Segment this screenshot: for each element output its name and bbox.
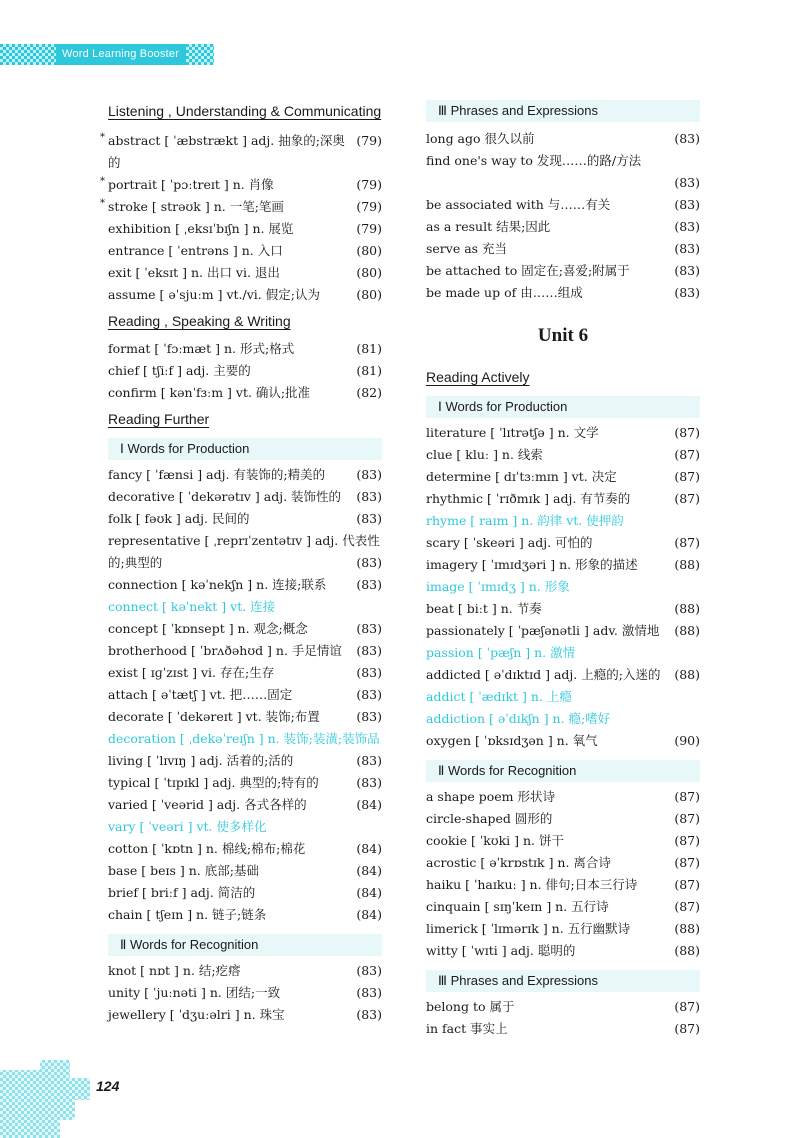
entry-text: knot [ nɒt ] n. 结;疙瘩 (108, 963, 241, 978)
entry-text: be associated with 与……有关 (426, 197, 611, 212)
derived-entry (426, 686, 700, 708)
page-ref: (80) (356, 265, 382, 280)
page-ref: (82) (356, 385, 382, 400)
entry-text: representative [ ˌreprɪˈzentətɪv ] adj. 代表性的;典型的 (108, 533, 380, 570)
derived-entry (108, 596, 382, 618)
page-ref: (83) (674, 285, 700, 300)
page-ref: (83) (356, 709, 382, 724)
entry-text: connection [ kəˈnekʃn ] n. 连接;联系 (108, 577, 327, 592)
corner-decoration (0, 1060, 110, 1138)
entry-text: belong to 属于 (426, 999, 515, 1014)
vocab-entry (108, 530, 382, 574)
vocab-entry (426, 940, 700, 962)
page-ref: (83) (356, 577, 382, 592)
page-ref: (84) (356, 841, 382, 856)
page-ref: (88) (674, 601, 700, 616)
page-ref: (83) (356, 555, 382, 570)
entry-text: cookie [ ˈkʊki ] n. 饼干 (426, 833, 565, 848)
page-ref: (83) (356, 489, 382, 504)
entry-text: scary [ ˈskeəri ] adj. 可怕的 (426, 535, 593, 550)
page-ref: (87) (674, 469, 700, 484)
vocab-entry (108, 772, 382, 794)
vocab-entry (108, 240, 382, 262)
entry-text: addict [ ˈædɪkt ] n. 上瘾 (426, 689, 572, 704)
vocab-entry (426, 808, 700, 830)
page-ref: (84) (356, 797, 382, 812)
banner-title: Word Learning Booster (62, 48, 180, 60)
entry-text: concept [ ˈkɒnsept ] n. 观念;概念 (108, 621, 308, 636)
page-ref: (83) (674, 197, 700, 212)
page-ref: (83) (356, 643, 382, 658)
vocab-entry (426, 488, 700, 510)
entry-text: assume [ əˈsjuːm ] vt./vi. 假定;认为 (108, 287, 320, 302)
vocab-entry (108, 574, 382, 596)
page-ref: (83) (356, 665, 382, 680)
page-ref: (83) (356, 963, 382, 978)
page-ref: (87) (674, 877, 700, 892)
entry-text: jewellery [ ˈdʒuːəlri ] n. 珠宝 (108, 1007, 285, 1022)
vocab-entry (426, 918, 700, 940)
entry-text: folk [ fəʊk ] adj. 民间的 (108, 511, 250, 526)
vocab-entry (108, 508, 382, 530)
section-title: Reading Actively (426, 369, 530, 385)
page-ref: (83) (674, 175, 700, 190)
vocab-entry (426, 852, 700, 874)
phrase-entry (426, 128, 700, 150)
vocab-entry (108, 196, 382, 218)
entry-text: chain [ tʃeɪn ] n. 链子;链条 (108, 907, 267, 922)
vocab-entry (108, 218, 382, 240)
page-ref: (87) (674, 999, 700, 1014)
phrase-entry (426, 150, 700, 194)
page-ref: (88) (674, 921, 700, 936)
entry-text: imagery [ ˈɪmɪdʒəri ] n. 形象的描述 (426, 557, 638, 572)
page-ref: (83) (674, 263, 700, 278)
page-ref: (87) (674, 447, 700, 462)
vocab-entry (108, 706, 382, 728)
entry-text: rhythmic [ ˈrɪðmɪk ] adj. 有节奏的 (426, 491, 631, 506)
page-ref: (87) (674, 833, 700, 848)
page-ref: (81) (356, 363, 382, 378)
vocab-entry (426, 896, 700, 918)
subsection-header: Ⅲ Phrases and Expressions (426, 100, 700, 122)
derived-entry (108, 816, 382, 838)
vocab-entry (426, 620, 700, 642)
page-ref: (83) (356, 511, 382, 526)
subsection-header: Ⅱ Words for Recognition (108, 934, 382, 956)
page-ref: (90) (674, 733, 700, 748)
vocab-entry (108, 486, 382, 508)
phrase-entry (426, 260, 700, 282)
entry-text: serve as 充当 (426, 241, 508, 256)
subsection-header: Ⅲ Phrases and Expressions (426, 970, 700, 992)
derived-entry (426, 576, 700, 598)
entry-text: as a result 结果;因此 (426, 219, 551, 234)
page-ref: (87) (674, 1021, 700, 1036)
vocab-entry (108, 640, 382, 662)
page-ref: (81) (356, 341, 382, 356)
page-ref: (88) (674, 667, 700, 682)
vocab-entry (108, 982, 382, 1004)
entry-text: * stroke [ strəʊk ] n. 一笔;笔画 (108, 199, 284, 214)
vocab-entry (426, 466, 700, 488)
unit-title: Unit 6 (537, 325, 589, 346)
vocab-entry (426, 598, 700, 620)
derived-entry (108, 728, 382, 750)
subsection-header: Ⅱ Words for Recognition (426, 760, 700, 782)
vocab-entry (426, 786, 700, 808)
entry-text: rhyme [ raɪm ] n. 韵律 vt. 使押韵 (426, 513, 624, 528)
page-ref: (87) (674, 855, 700, 870)
vocab-entry (426, 730, 700, 752)
vocab-entry (108, 382, 382, 404)
phrase-entry (426, 282, 700, 304)
entry-text: passion [ ˈpæʃn ] n. 激情 (426, 645, 576, 660)
entry-text: image [ ˈɪmɪdʒ ] n. 形象 (426, 579, 570, 594)
entry-text: cinquain [ sɪŋˈkeɪn ] n. 五行诗 (426, 899, 609, 914)
entry-text: addicted [ əˈdɪktɪd ] adj. 上瘾的;入迷的 (426, 667, 661, 682)
left-column (108, 100, 382, 1026)
vocab-entry (108, 1004, 382, 1026)
vocab-entry (426, 874, 700, 896)
vocab-entry (108, 464, 382, 486)
vocab-entry (108, 284, 382, 306)
page-ref: (87) (674, 535, 700, 550)
page-ref: (87) (674, 811, 700, 826)
page-ref: (88) (674, 557, 700, 572)
entry-text: attach [ əˈtætʃ ] vt. 把……固定 (108, 687, 293, 702)
entry-text: beat [ biːt ] n. 节奏 (426, 601, 542, 616)
vocab-entry (108, 130, 382, 174)
page-ref: (84) (356, 907, 382, 922)
phrase-entry (426, 1018, 700, 1040)
entry-text: be made up of 由……组成 (426, 285, 583, 300)
subsection-header: Ⅰ Words for Production (108, 438, 382, 460)
entry-text: brief [ briːf ] adj. 简洁的 (108, 885, 256, 900)
phrase-entry (426, 996, 700, 1018)
entry-text: living [ ˈlɪvɪŋ ] adj. 活着的;活的 (108, 753, 294, 768)
vocab-entry (108, 904, 382, 926)
vocab-entry (108, 684, 382, 706)
vocab-entry (426, 830, 700, 852)
entry-text: witty [ ˈwɪti ] adj. 聪明的 (426, 943, 576, 958)
page-ref: (83) (674, 131, 700, 146)
page-ref: (83) (356, 467, 382, 482)
entry-text: long ago 很久以前 (426, 131, 535, 146)
entry-text: decoration [ ˌdekəˈreɪʃn ] n. 装饰;装潢;装饰品 (108, 731, 380, 746)
page-ref: (80) (356, 243, 382, 258)
entry-text: chief [ tʃiːf ] adj. 主要的 (108, 363, 251, 378)
entry-text: oxygen [ ˈɒksɪdʒən ] n. 氧气 (426, 733, 598, 748)
page-ref: (79) (356, 221, 382, 236)
entry-text: cotton [ ˈkɒtn ] n. 棉线;棉布;棉花 (108, 841, 306, 856)
vocab-entry (426, 422, 700, 444)
derived-entry (426, 510, 700, 532)
entry-text: decorative [ ˈdekərətɪv ] adj. 装饰性的 (108, 489, 342, 504)
page-ref: (83) (356, 621, 382, 636)
entry-text: limerick [ ˈlɪmərɪk ] n. 五行幽默诗 (426, 921, 631, 936)
derived-entry (426, 642, 700, 664)
section-title: Reading Further (108, 411, 210, 427)
entry-text: unity [ ˈjuːnəti ] n. 团结;一致 (108, 985, 281, 1000)
phrase-entry (426, 194, 700, 216)
entry-text: exist [ ɪɡˈzɪst ] vi. 存在;生存 (108, 665, 275, 680)
vocab-entry (108, 794, 382, 816)
page-ref: (88) (674, 623, 700, 638)
entry-text: connect [ kəˈnekt ] vt. 连接 (108, 599, 276, 614)
entry-text: passionately [ ˈpæʃənətli ] adv. 激情地 (426, 623, 660, 638)
derived-entry (426, 708, 700, 730)
entry-text: vary [ ˈveəri ] vt. 使多样化 (108, 819, 267, 834)
entry-text: exhibition [ ˌeksɪˈbɪʃn ] n. 展览 (108, 221, 294, 236)
entry-text: determine [ dɪˈtɜːmɪn ] vt. 决定 (426, 469, 617, 484)
vocab-entry (426, 664, 700, 686)
page-ref: (83) (356, 985, 382, 1000)
vocab-entry (108, 662, 382, 684)
entry-text: haiku [ ˈhaɪkuː ] n. 俳句;日本三行诗 (426, 877, 638, 892)
phrase-entry (426, 238, 700, 260)
vocab-entry (108, 750, 382, 772)
vocab-entry (426, 532, 700, 554)
subsection-header: Ⅰ Words for Production (426, 396, 700, 418)
page-ref: (83) (356, 687, 382, 702)
vocab-entry (108, 618, 382, 640)
entry-text: a shape poem 形状诗 (426, 789, 555, 804)
page-ref: (80) (356, 287, 382, 302)
phrase-entry (426, 216, 700, 238)
page-ref: (83) (674, 241, 700, 256)
page-ref: (84) (356, 885, 382, 900)
vocab-entry (108, 960, 382, 982)
entry-text: acrostic [ əˈkrɒstɪk ] n. 离合诗 (426, 855, 611, 870)
page-ref: (83) (356, 753, 382, 768)
entry-text: clue [ kluː ] n. 线索 (426, 447, 543, 462)
entry-text: * abstract [ ˈæbstrækt ] adj. 抽象的;深奥的 (108, 133, 345, 170)
section-title: Reading , Speaking & Writing (108, 313, 291, 329)
page-ref: (83) (356, 1007, 382, 1022)
right-column (426, 100, 700, 1040)
page-ref: (87) (674, 789, 700, 804)
entry-text: circle-shaped 圆形的 (426, 811, 553, 826)
page-ref: (87) (674, 425, 700, 440)
entry-text: varied [ ˈveərid ] adj. 各式各样的 (108, 797, 307, 812)
vocab-entry (108, 882, 382, 904)
entry-text: decorate [ ˈdekəreɪt ] vt. 装饰;布置 (108, 709, 320, 724)
entry-text: in fact 事实上 (426, 1021, 508, 1036)
page-ref: (87) (674, 899, 700, 914)
vocab-entry (426, 554, 700, 576)
vocab-entry (108, 174, 382, 196)
page-ref: (83) (674, 219, 700, 234)
entry-text: confirm [ kənˈfɜːm ] vt. 确认;批准 (108, 385, 311, 400)
entry-text: addiction [ əˈdɪkʃn ] n. 瘾;嗜好 (426, 711, 611, 726)
page-ref: (79) (356, 199, 382, 214)
entry-text: * portrait [ ˈpɔːtreɪt ] n. 肖像 (108, 177, 274, 192)
page-ref: (87) (674, 491, 700, 506)
entry-text: be attached to 固定在;喜爱;附属于 (426, 263, 630, 278)
entry-text: fancy [ ˈfænsi ] adj. 有装饰的;精美的 (108, 467, 326, 482)
page-ref: (84) (356, 863, 382, 878)
vocab-entry (426, 444, 700, 466)
vocab-entry (108, 360, 382, 382)
section-title: Listening , Understanding & Communicating (108, 103, 382, 119)
entry-text: typical [ ˈtɪpɪkl ] adj. 典型的;特有的 (108, 775, 319, 790)
vocab-entry (108, 860, 382, 882)
vocab-entry (108, 838, 382, 860)
entry-text: format [ ˈfɔːmæt ] n. 形式;格式 (108, 341, 295, 356)
entry-text: base [ beɪs ] n. 底部;基础 (108, 863, 259, 878)
page-ref: (88) (674, 943, 700, 958)
entry-text: entrance [ ˈentrəns ] n. 入口 (108, 243, 283, 258)
vocab-entry (108, 338, 382, 360)
page-ref: (79) (356, 133, 382, 148)
entry-text: find one's way to 发现……的路/方法 (426, 153, 642, 168)
vocab-entry (108, 262, 382, 284)
entry-text: brotherhood [ ˈbrʌðəhʊd ] n. 手足情谊 (108, 643, 342, 658)
page-ref: (79) (356, 177, 382, 192)
page-ref: (83) (356, 775, 382, 790)
entry-text: exit [ ˈeksɪt ] n. 出口 vi. 退出 (108, 265, 280, 280)
page-number: 124 (96, 1078, 120, 1094)
entry-text: literature [ ˈlɪtrətʃə ] n. 文学 (426, 425, 599, 440)
